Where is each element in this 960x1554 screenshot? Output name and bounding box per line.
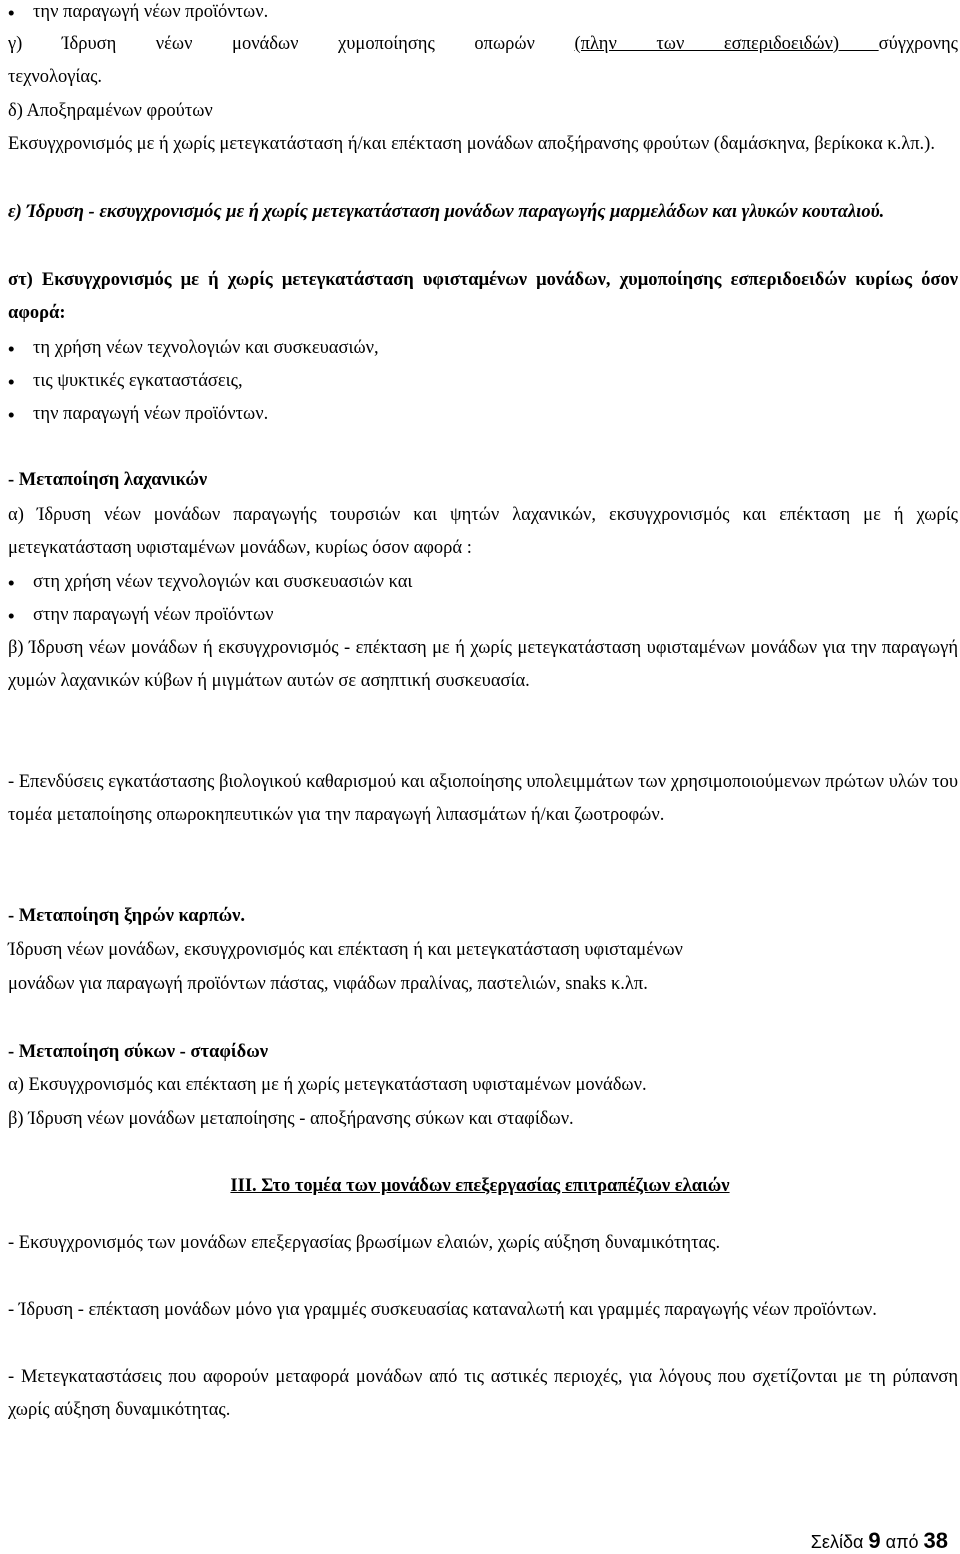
nuts-line1: Ίδρυση νέων μονάδων, εκσυγχρονισμός και επέκταση ή και μετεγκατάσταση υφισταμένων — [8, 940, 683, 960]
section-III-p1: - Εκσυγχρονισμός των μονάδων επεξεργασίας βρωσίμων ελαιών, χωρίς αύξηση δυναμικότητας. — [8, 1233, 721, 1253]
vegetables-b: β) Ίδρυση νέων μονάδων ή εκσυγχρονισμός - επέκταση με ή χωρίς μετεγκατάσταση υφισταμένων μονάδων για την παραγωγή χυμών λαχανικών κύβων ή μιγμάτων αυτών σε ασηπτική συσκευασία. — [8, 638, 958, 692]
bullet-icon: • — [8, 2, 15, 23]
document-page: • την παραγωγή νέων προϊόντων. γ) Ίδρυση νέων μονάδων χυμοποίησης οπωρών (πλην των εσπεριδοειδών) σύγχρονης τεχνολογίας. δ) Αποξηραμένων φρούτων Εκσυγχρονισμός με ή χωρίς μετεγκατάσταση ή/και επέκταση μονάδων αποξήρανσης φρούτων (δαμάσκηνα, βερίκοκα κ.λπ.). ε) Ίδρυση - εκσυγχρονισμός με ή χωρίς μετεγκατάσταση μονάδων παραγωγής μαρμελάδων και γλυκών κουταλιού. στ) Εκσυγχρονισμός με ή χωρίς μετεγκατάσταση υφισταμένων μονάδων, χυμοποίησης εσπεριδοειδών κυρίως όσον αφορά: • τη χρήση νέων τεχνολογιών και συσκευασιών, • τις ψυκτικές εγκαταστάσεις, • την παραγωγή νέων προϊόντων. - Μεταποίηση λαχανικών α) Ίδρυση νέων μονάδων παραγωγής τουρσιών και ψητών λαχανικών, εκσυγχρονισμός και επέκταση με ή χωρίς μετεγκατάσταση υφισταμένων μονάδων, κυρίως όσον αφορά : • στη χρήση νέων τεχνολογιών και συσκευασιών και • στην παραγωγή νέων προϊόντων β) Ίδρυση νέων μονάδων ή εκσυγχρονισμός - επέκταση με ή χωρίς μετεγκατάσταση υφισταμένων μονάδων για την παραγωγή χυμών λαχανικών κύβων ή μιγμάτων αυτών σε ασηπτική συσκευασία. - Επενδύσεις εγκατάστασης βιολογικού καθαρισμού και αξιοποίησης υπολειμμάτων των χρησιμοποιούμενων πρώτων υλών του τομέα μεταποίησης οπωροκηπευτικών για την παραγωγή λιπασμάτων ή/και ζωοτροφών. - Μεταποίηση ξηρών καρπών. Ίδρυση νέων μονάδων, εκσυγχρονισμός και επέκταση ή και μετεγκατάσταση υφισταμένων μονάδων για παραγωγή προϊόντων πάστας, νιφάδων πραλίνας, παστελιών, snaks κ.λπ. - Μεταποίηση σύκων - σταφίδων α) Εκσυγχρονισμός και επέκταση με ή χωρίς μετεγκατάσταση υφισταμένων μονάδων. β) Ίδρυση νέων μονάδων μεταποίησης - αποξήρανσης σύκων και σταφίδων. ΙΙΙ. Στο τομέα των μονάδων επεξεργασίας επιτραπέζιων ελαιών - Εκσυγχρονισμός των μονάδων επεξεργασίας βρωσίμων ελαιών, χωρίς αύξηση δυναμικότητας. - Ίδρυση - επέκταση μονάδων μόνο για γραμμές συσκευασίας καταναλωτή και γραμμές παραγωγής νέων προϊόντων. - Μετεγκαταστάσεις που αφορούν μεταφορά μονάδων από τις αστικές περιοχές, για λόγους που σχετίζονται με τη ρύπανση χωρίς αύξηση δυναμικότητας. Σελίδα 9 από 38 — [0, 0, 960, 1554]
nuts-heading: - Μεταποίηση ξηρών καρπών. — [8, 906, 245, 926]
bullet-icon: • — [8, 371, 15, 392]
vegetables-a: α) Ίδρυση νέων μονάδων παραγωγής τουρσιών και ψητών λαχανικών, εκσυγχρονισμός και επέκταση με ή χωρίς μετεγκατάσταση υφισταμένων μονάδων, κυρίως όσον αφορά : — [8, 505, 958, 559]
footer-label: Σελίδα — [810, 1532, 864, 1552]
section-e: ε) Ίδρυση - εκσυγχρονισμός με ή χωρίς μετεγκατάσταση μονάδων παραγωγής μαρμελάδων και γλυκών κουταλιού. — [8, 202, 885, 222]
figs-a: α) Εκσυγχρονισμός και επέκταση με ή χωρίς μετεγκατάσταση υφισταμένων μονάδων. — [8, 1075, 647, 1095]
underlined-phrase: (πλην των εσπεριδοειδών) — [574, 34, 879, 54]
list-item-text: την παραγωγή νέων προϊόντων. — [33, 2, 269, 22]
vegetables-heading: - Μεταποίηση λαχανικών — [8, 470, 208, 490]
section-III-p3: - Μετεγκαταστάσεις που αφορούν μεταφορά μονάδων από τις αστικές περιοχές, για λόγους που σχετίζονται με τη ρύπανση χωρίς αύξηση δυναμικότητας. — [8, 1367, 958, 1421]
page-total: 38 — [923, 1528, 948, 1553]
section-g-line2: τεχνολογίας. — [8, 67, 103, 88]
bullet-icon: • — [8, 338, 15, 359]
section-III-heading: ΙΙΙ. Στο τομέα των μονάδων επεξεργασίας επιτραπέζιων ελαιών — [230, 1176, 730, 1196]
investments-paragraph: - Επενδύσεις εγκατάστασης βιολογικού καθαρισμού και αξιοποίησης υπολειμμάτων των χρησιμοποιούμενων πρώτων υλών του τομέα μεταποίησης οπωροκηπευτικών για την παραγωγή λιπασμάτων ή/και ζωοτροφών. — [8, 772, 958, 826]
nuts-line2: μονάδων για παραγωγή προϊόντων πάστας, νιφάδων πραλίνας, παστελιών, snaks κ.λπ. — [8, 974, 648, 994]
page-number: 9 — [868, 1528, 881, 1553]
bullet-icon: • — [8, 572, 15, 593]
section-g-line1: γ) Ίδρυση νέων μονάδων χυμοποίησης οπωρών (πλην των εσπεριδοειδών) σύγχρονης — [8, 34, 959, 54]
section-g — [8, 28, 958, 95]
figs-b: β) Ίδρυση νέων μονάδων μεταποίησης - αποξήρανσης σύκων και σταφίδων. — [8, 1109, 574, 1129]
footer-of: από — [885, 1532, 919, 1552]
section-d-title: δ) Αποξηραμένων φρούτων — [8, 101, 213, 121]
page-footer — [811, 1528, 948, 1554]
section-III-p2: - Ίδρυση - επέκταση μονάδων μόνο για γραμμές συσκευασίας καταναλωτή και γραμμές παραγωγής νέων προϊόντων. — [8, 1300, 877, 1320]
section-d-body: Εκσυγχρονισμός με ή χωρίς μετεγκατάσταση ή/και επέκταση μονάδων αποξήρανσης φρούτων (δαμάσκηνα, βερίκοκα κ.λπ.). — [8, 134, 935, 154]
section-st: στ) Εκσυγχρονισμός με ή χωρίς μετεγκατάσταση υφισταμένων μονάδων, χυμοποίησης εσπεριδοειδών κυρίως όσον αφορά: — [8, 270, 958, 324]
bullet-icon: • — [8, 404, 15, 425]
bullet-icon: • — [8, 605, 15, 626]
figs-heading: - Μεταποίηση σύκων - σταφίδων — [8, 1042, 269, 1062]
